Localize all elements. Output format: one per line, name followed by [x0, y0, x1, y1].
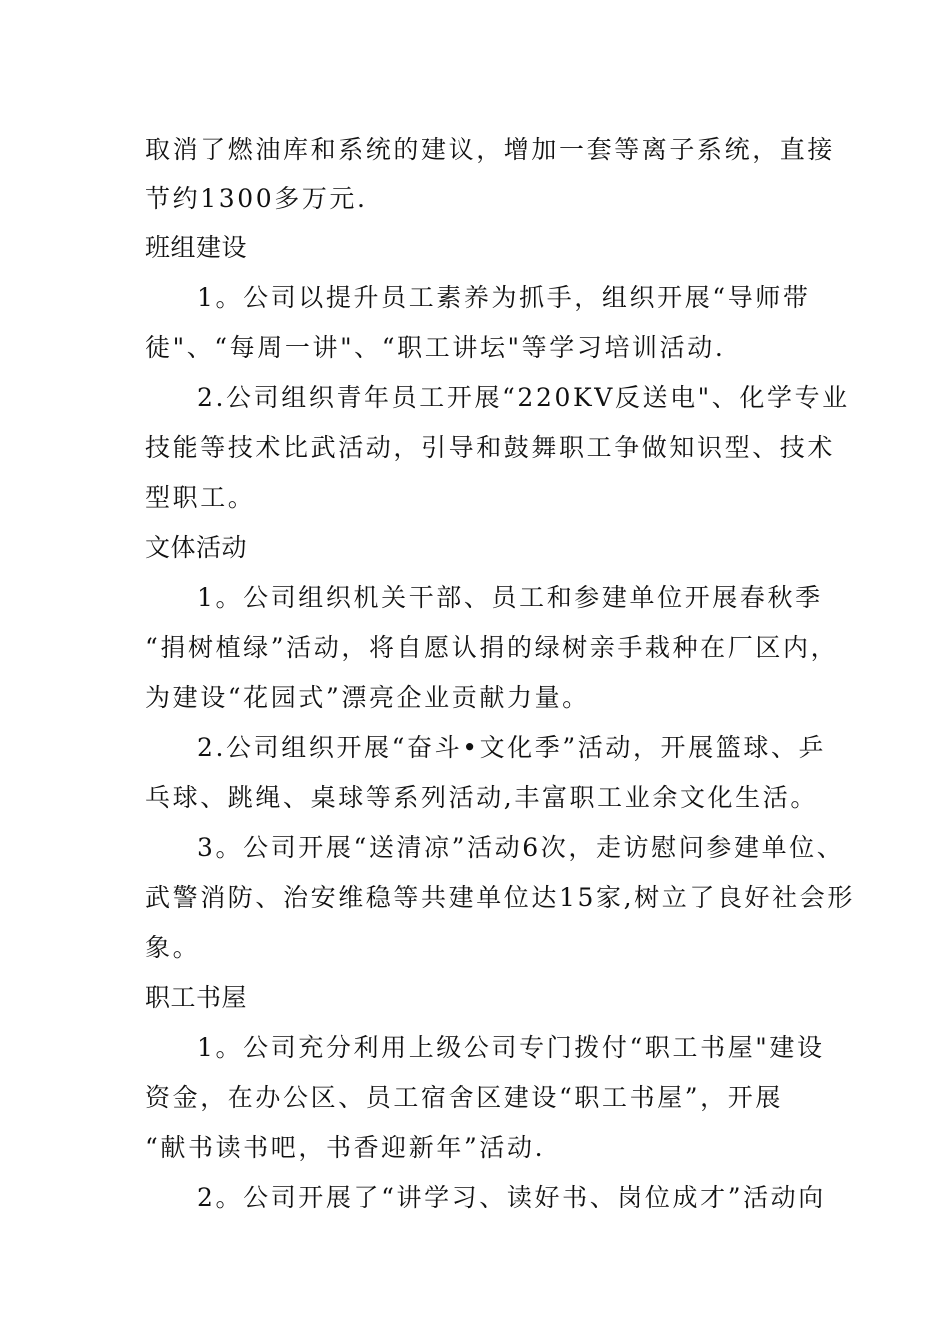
team-building-p2-line-1: 2.公司组织青年员工开展“220KV反送电"、化学专业: [197, 383, 850, 412]
culture-sports-p3-line-3: 象。: [145, 933, 201, 962]
section-heading-culture-sports: 文体活动: [145, 533, 248, 562]
section-heading-staff-library: 职工书屋: [145, 983, 248, 1012]
culture-sports-p1-line-3: 为建设“花园式”漂亮企业贡献力量。: [145, 683, 590, 712]
team-building-p2-line-3: 型职工。: [145, 483, 256, 512]
team-building-p1-line-2: 徒"、“每周一讲"、“职工讲坛"等学习培训活动.: [145, 333, 726, 362]
intro-line-2: 节约1300多万元.: [145, 184, 368, 213]
team-building-p2-line-2: 技能等技术比武活动，引导和鼓舞职工争做知识型、技术: [145, 433, 836, 462]
culture-sports-p2-line-1: 2.公司组织开展“奋斗•文化季”活动，开展篮球、乒: [197, 733, 827, 762]
staff-library-p2-line-1: 2。公司开展了“讲学习、读好书、岗位成才”活动向: [197, 1183, 826, 1212]
staff-library-p1-line-3: “献书读书吧，书香迎新年”活动.: [145, 1133, 546, 1162]
intro-line-1: 取消了燃油库和系统的建议，增加一套等离子系统，直接: [145, 135, 836, 164]
culture-sports-p3-line-1: 3。公司开展“送清凉”活动6次，走访慰问参建单位、: [197, 833, 845, 862]
section-heading-team-building: 班组建设: [145, 233, 248, 262]
team-building-p1-line-1: 1。公司以提升员工素养为抓手，组织开展“导师带: [197, 283, 811, 312]
culture-sports-p1-line-1: 1。公司组织机关干部、员工和参建单位开展春秋季: [197, 583, 823, 612]
staff-library-p1-line-2: 资金，在办公区、员工宿舍区建设“职工书屋”，开展: [145, 1083, 783, 1112]
staff-library-p1-line-1: 1。公司充分利用上级公司专门拨付“职工书屋"建设: [197, 1033, 825, 1062]
culture-sports-p2-line-2: 乓球、跳绳、桌球等系列活动,丰富职工业余文化生活。: [145, 783, 818, 812]
culture-sports-p3-line-2: 武警消防、治安维稳等共建单位达15家,树立了良好社会形: [145, 883, 855, 912]
culture-sports-p1-line-2: “捐树植绿”活动，将自愿认捐的绿树亲手栽种在厂区内，: [145, 633, 839, 662]
